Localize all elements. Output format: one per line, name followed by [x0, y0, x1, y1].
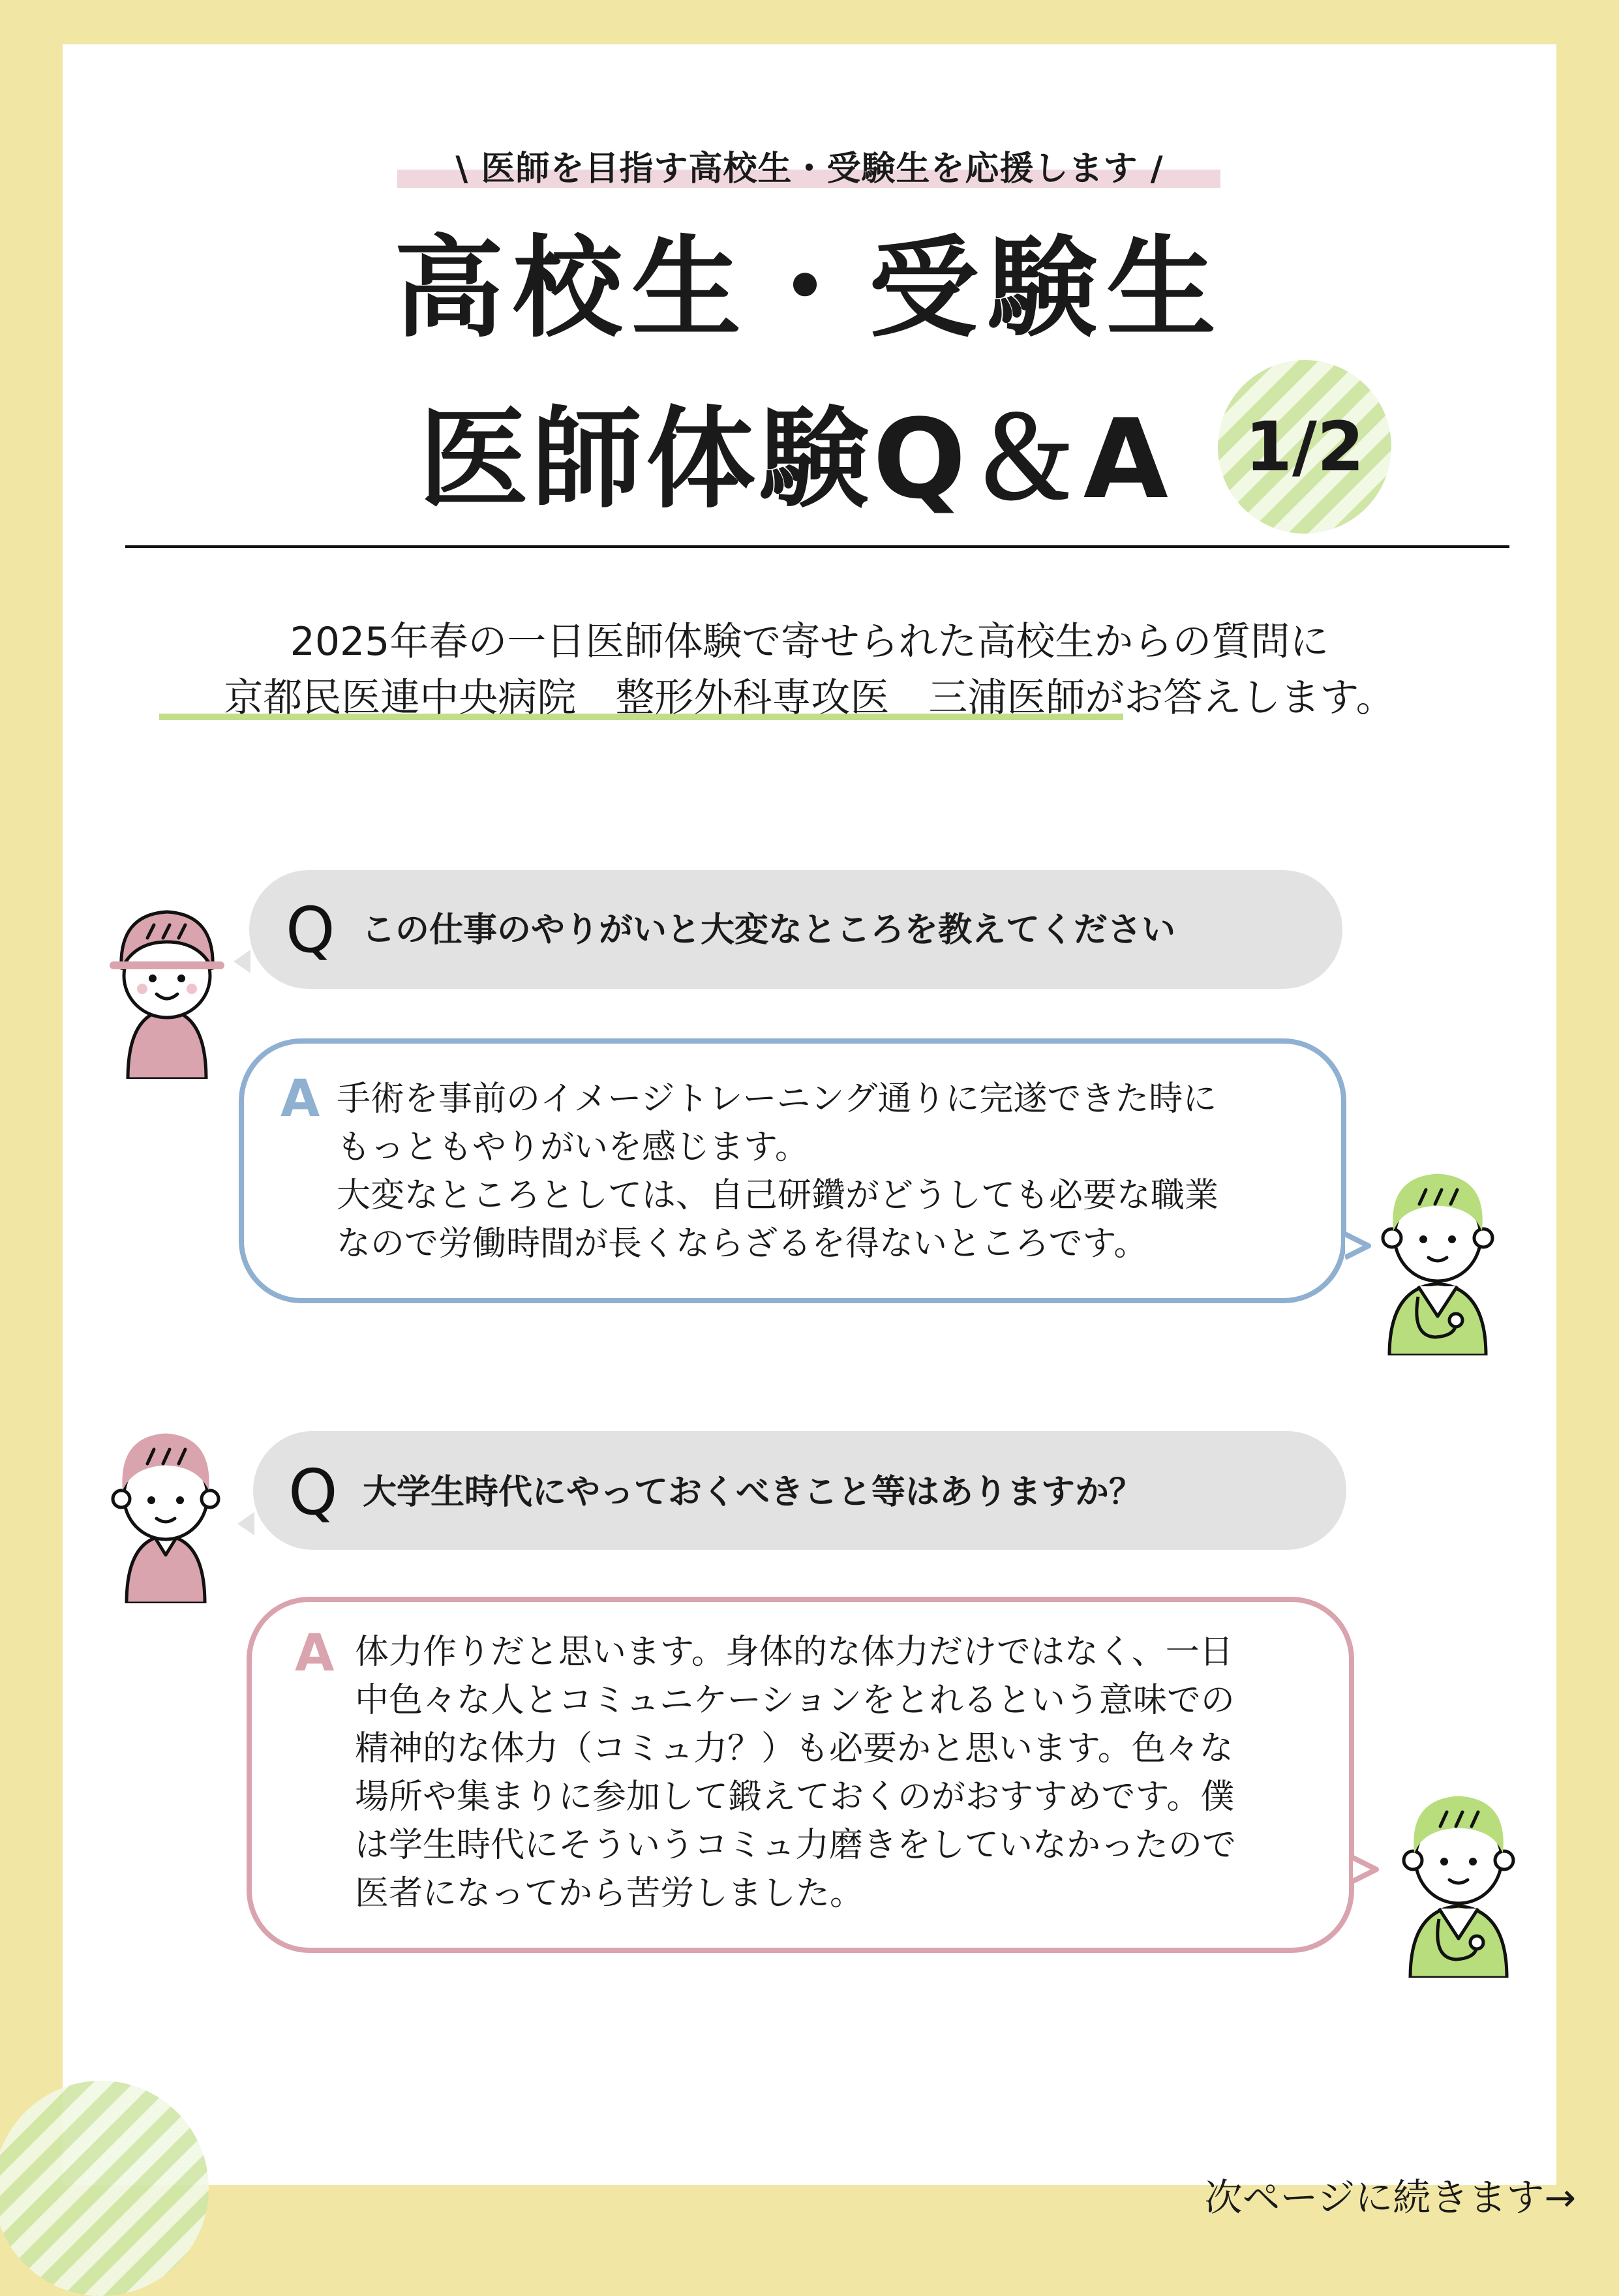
question-bubble-2-tail — [237, 1512, 254, 1535]
answer-2-line5: は学生時代にそういうコミュ力磨きをしていなかったので — [355, 1826, 1236, 1865]
poster-page — [63, 44, 1576, 2220]
answer-bubble-1-tail — [1345, 1231, 1371, 1260]
answer-1-line1: 手術を事前のイメージトレーニング通りに完遂できた時に — [337, 1080, 1217, 1119]
question-bubble-1-tail — [234, 950, 250, 973]
page-badge: 1/2 — [1245, 407, 1365, 487]
intro-line1: 2025年春の一日医師体験で寄せられた高校生からの質問に — [290, 619, 1329, 665]
answer-2-line4: 場所や集まりに参加して鍛えておくのがおすすめです。僕 — [355, 1777, 1235, 1817]
answer-bubble-2-tail — [1353, 1855, 1379, 1884]
subheading-text: \ 医師を目指す高校生・受験生を応援します / — [455, 149, 1164, 189]
doctor-avatar-2 — [1393, 1749, 1524, 1978]
answer-2-line3: 精神的な体力（コミュ力？）も必要かと思います。色々な — [355, 1729, 1233, 1768]
student-girl-avatar — [102, 865, 232, 1079]
question-2-q-mark: Q — [288, 1456, 338, 1529]
title-divider — [125, 545, 1509, 548]
student-boy-avatar — [100, 1395, 231, 1603]
question-1-text: この仕事のやりがいと大変なところを教えてください — [361, 911, 1176, 950]
answer-2-line6: 医者になってから苦労しました。 — [355, 1874, 864, 1913]
answer-1-line4: なので労働時間が長くならざるを得ないところです。 — [337, 1224, 1148, 1263]
page-title-line2: 医師体験Q＆A — [419, 395, 1172, 523]
page-title-line1: 高校生・受験生 — [394, 224, 1225, 352]
answer-2-line1: 体力作りだと思います。身体的な体力だけではなく、一日 — [355, 1633, 1233, 1672]
answer-2-a-mark: A — [295, 1624, 335, 1683]
question-1-q-mark: Q — [286, 894, 335, 967]
intro-line2: 京都民医連中央病院 整形外科専攻医 三浦医師がお答えします。 — [224, 675, 1395, 721]
answer-2-line2: 中色々な人とコミュニケーションをとれるという意味での — [355, 1681, 1235, 1720]
decorative-stripe-circle — [0, 2081, 209, 2296]
question-2-text: 大学生時代にやっておくべきこと等はありますか？ — [363, 1473, 1143, 1512]
answer-1-line3: 大変なところとしては、自己研鑽がどうしても必要な職業 — [337, 1176, 1219, 1215]
answer-1-line2: もっともやりがいを感じます。 — [337, 1128, 809, 1167]
subheading — [63, 141, 1556, 190]
continue-next-page: 次ページに続きます→ — [1204, 2175, 1576, 2220]
doctor-avatar-1 — [1372, 1127, 1503, 1355]
answer-1-a-mark: A — [280, 1070, 320, 1128]
